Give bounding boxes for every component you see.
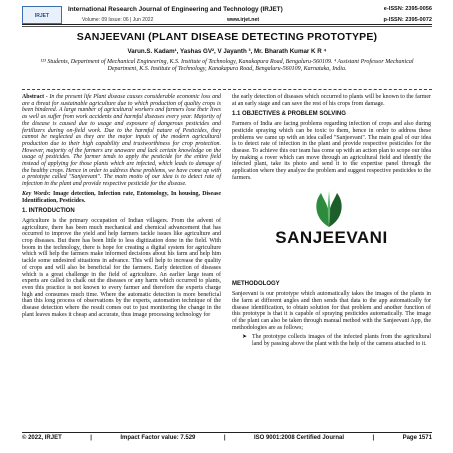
figure-word: SANJEEVANI xyxy=(275,228,388,248)
introduction-text: Agriculture is the primary occupation of Indian villagers. From the advent of agriculture, there has been much mechanical and chemical advancement that has occurred to improve the yield and help farmers tackle issues like agriculture and crop diseases. But there has been little to less digitization done in the field. With boom in the technology, there is hope for creating a digital system for agriculture which will help the farmers make informed decisions about his farm and help him tackle some undesired situations in advance. This will help to increase the quality of crops and will also be beneficial for the farmers. Early detection of diseases which is a great challenge in the field of agriculture. An earlier large team of experts are called to chalk out the diseases or any harm which occurred to plants, even this practice is not known to every farmer and therefore the experts charge high and consumes much time. Where the automatic detection is more beneficial than this long process of observations by the experts, automation technique of the disease detection where the result comes out to just monitoring the change in the plant leaves makes it cheap and accurate, thus image processing technology for xyxy=(22,217,221,318)
leaf-logo-icon xyxy=(307,189,351,229)
keywords-text: : Image detection, Infection rate, Entomology, In housing, Disease Identification, Pesticides. xyxy=(22,190,221,204)
introduction-heading: 1. INTRODUCTION xyxy=(22,208,75,215)
list-item xyxy=(242,334,431,347)
methodology-text: Sanjeevani is our prototype which automatically takes the images of the plants in the farm at different angles and then sends that data to the app automatically for disease identification, to obtain solution for that problem and another function of this prototype is that it is capable of spraying pesticides automatically. The image of the plant can also be taken through manual method with the Sanjeevani App, the methodologies are as follows; xyxy=(232,291,431,331)
objectives-heading: 1.1 OBJECTIVES & PROBLEM SOLVING xyxy=(232,111,346,118)
bullet-text: The prototype collects images of the infected plants from the agricultural land by passing above the plant with the help of the camera attached to it. xyxy=(252,334,431,348)
abstract xyxy=(22,94,221,188)
footer-iso: ISO 9001:2008 Certified Journal xyxy=(253,435,344,441)
arrow-bullet-icon: ➤ xyxy=(242,334,248,341)
right-column xyxy=(232,94,431,348)
p-issn: p-ISSN: 2395-0072 xyxy=(383,17,432,23)
header-rule-thin xyxy=(22,26,432,27)
footer-copyright: © 2022, IRJET xyxy=(22,435,62,441)
footer-divider: | xyxy=(372,435,375,441)
journal-website[interactable]: www.irjet.net xyxy=(227,17,260,23)
paper-title: SANJEEVANI (PLANT DISEASE DETECTING PROTOTYPE) xyxy=(76,31,378,43)
journal-name: International Research Journal of Engineering and Technology (IRJET) xyxy=(68,6,283,13)
footer-page: Page 1571 xyxy=(402,435,432,441)
objectives-text: Farmers of India are facing problems regarding infection of crops and also during pesticide spraying which can be toxic to them, hence in order to address these problems we came up with an idea called "Sanjeevani". The main goal of our idea is to detect rate of infection in the plant and provide respective pesticides for the disease. To achieve this our team has come up with an action plan to scope our idea by making a rover which can move through an agricultural field and identify the infected plant, take its photo and send it to the expertise panel through the application where they analyze the problem and suggest respective pesticides to the farmers. xyxy=(232,121,431,181)
journal-logo: IRJET xyxy=(22,6,62,24)
keywords-label: Key Words xyxy=(22,190,49,197)
volume-issue: Volume: 09 Issue: 06 | Jun 2022 xyxy=(82,17,154,23)
journal-footer xyxy=(22,435,432,441)
footer-rule xyxy=(22,432,432,433)
sanjeevani-figure xyxy=(232,187,431,277)
methodology-heading: METHODOLOGY xyxy=(232,281,280,288)
journal-header xyxy=(22,6,432,34)
footer-divider: | xyxy=(223,435,226,441)
abstract-label: Abstract xyxy=(22,94,45,100)
header-rule xyxy=(22,24,432,25)
continued-text: the early detection of diseases which occurred to plants will be known to the farmer at an early stage and can save the rest of his crops from damage. xyxy=(232,94,431,107)
abstract-text: - In the present life Plant disease causes considerable economic loss and are a threat for sustainable agriculture due to which production of quality crops is been hindered. A large number of agricultural workers and farmers lose their lives as well as suffer from work accidents and harmful diseases every year. Majority of the disease is caused due to usage and exposure of dangerous pesticides and fertilizers during on-field work. Due to the harmful nature of Pesticides, they cannot be neglected as they are the major inputs of the modern agricultural production due to their high capability and trustworthiness for crop protection. However, majority of the farmers are unaware and lack certain knowledge on the usage of pesticides. The farmer tends to apply the pesticide for the entire field instead of applying for those plants which are infected, which leads to damage of the healthy crops. Hence in order to address these problems, we have come up with a prototype called "Sanjeevani". The main motto of our idea is to detect rate of infection in the plant and provide respective pesticide for the disease. xyxy=(22,94,221,188)
footer-divider: | xyxy=(90,435,92,441)
author-affiliation: ¹²³ Students, Department of Mechanical Engineering, K.S. Institute of Technology, Kanakapura Road, Bengaluru-560109. ⁴ Assistant Professor Mechanical Department, K.S. Institute of Technology, Kanakapura Road, Bengaluru-560109, Karnataka, India. xyxy=(40,59,414,73)
keywords xyxy=(22,191,221,204)
e-issn: e-ISSN: 2395-0056 xyxy=(383,6,432,12)
section-separator xyxy=(22,89,432,90)
paper-authors: Varun.S. Kadam¹, Yashas GV², V Jayanth ³, Mr. Bharath Kumar K R ⁴ xyxy=(127,48,327,55)
footer-impact: Impact Factor value: 7.529 xyxy=(120,435,196,441)
left-column xyxy=(22,94,221,322)
